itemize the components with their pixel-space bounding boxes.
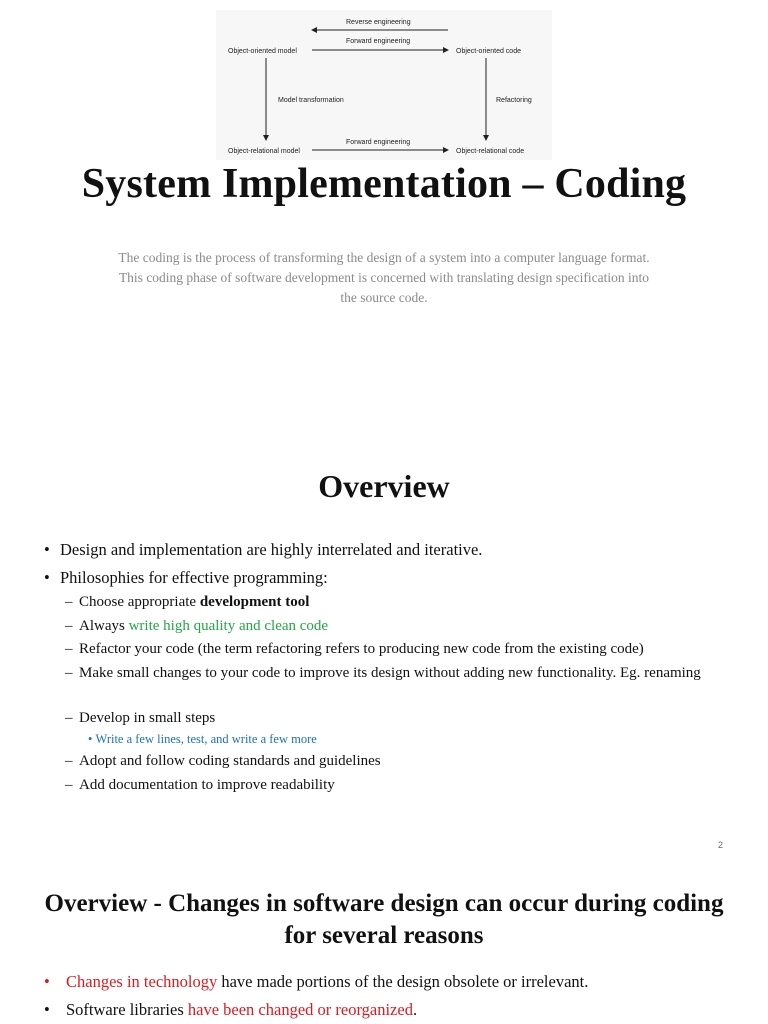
diagram-svg (216, 10, 552, 160)
page-number: 2 (718, 840, 724, 850)
bullet-text: Design and implementation are highly interrelated and iterative. (60, 540, 483, 559)
bullet-dot: • (44, 568, 50, 587)
bullet-text: Philosophies for effective programming: (60, 568, 328, 587)
slide-3-title: Overview - Changes in software design can occur during coding for several reasons (44, 890, 724, 949)
sub-choose-tool: – Choose appropriate development tool (65, 594, 310, 610)
slide-1-title: System Implementation – Coding (81, 161, 687, 207)
label-forward-engineering-bottom: Forward engineering (346, 139, 411, 146)
sub-refactor: – Refactor your code (the term refactoring refers to producing new code from the existing code) (65, 641, 644, 657)
slide-2-title: Overview (318, 468, 450, 504)
sub-adopt-standards: – Adopt and follow coding standards and guidelines (65, 753, 381, 769)
label-refactoring: Refactoring (496, 97, 532, 104)
bold-development-tool: development tool (199, 594, 310, 610)
sub-always: – Always write high quality and clean code (65, 618, 329, 634)
red-changes-technology: Changes in technology (66, 972, 218, 991)
sub-documentation: – Add documentation to improve readability (65, 777, 335, 793)
slide-1 (0, 0, 768, 440)
bullet-dot: • (44, 1000, 50, 1019)
slide-3: Overview - Changes in software design can occur during coding for several reasons • Changes in technology have made portions of the design obsolete or irrelevant. • Software libraries have been changed or reorganized. (0, 860, 768, 1024)
subsub-write-lines: • Write a few lines, test, and write a few more (88, 732, 317, 746)
engineering-diagram (216, 10, 552, 160)
sub-small-changes: – Make small changes to your code to improve its design without adding new functionality. Eg. renaming (65, 665, 701, 681)
green-clean-code: write high quality and clean code (128, 618, 329, 634)
label-oo-model: Object-oriented model (228, 48, 297, 55)
slide-2 (0, 440, 768, 860)
label-reverse-engineering: Reverse engineering (346, 19, 411, 26)
slide-1-subtitle: The coding is the process of transforming the design of a system into a computer language format. This coding phase of software development is concerned with translating design specification into the source code. (118, 250, 650, 305)
sub-develop-steps: – Develop in small steps (65, 710, 216, 726)
bullet-dot: • (44, 540, 50, 559)
label-oo-code: Object-oriented code (456, 48, 521, 55)
label-or-model: Object-relational model (228, 148, 300, 155)
label-model-transformation: Model transformation (278, 97, 344, 104)
label-forward-engineering-top: Forward engineering (346, 38, 411, 45)
label-or-code: Object-relational code (456, 148, 525, 155)
bullet-dot-red: • (44, 972, 50, 991)
red-changed-reorganized: have been changed or reorganized (187, 1000, 413, 1019)
